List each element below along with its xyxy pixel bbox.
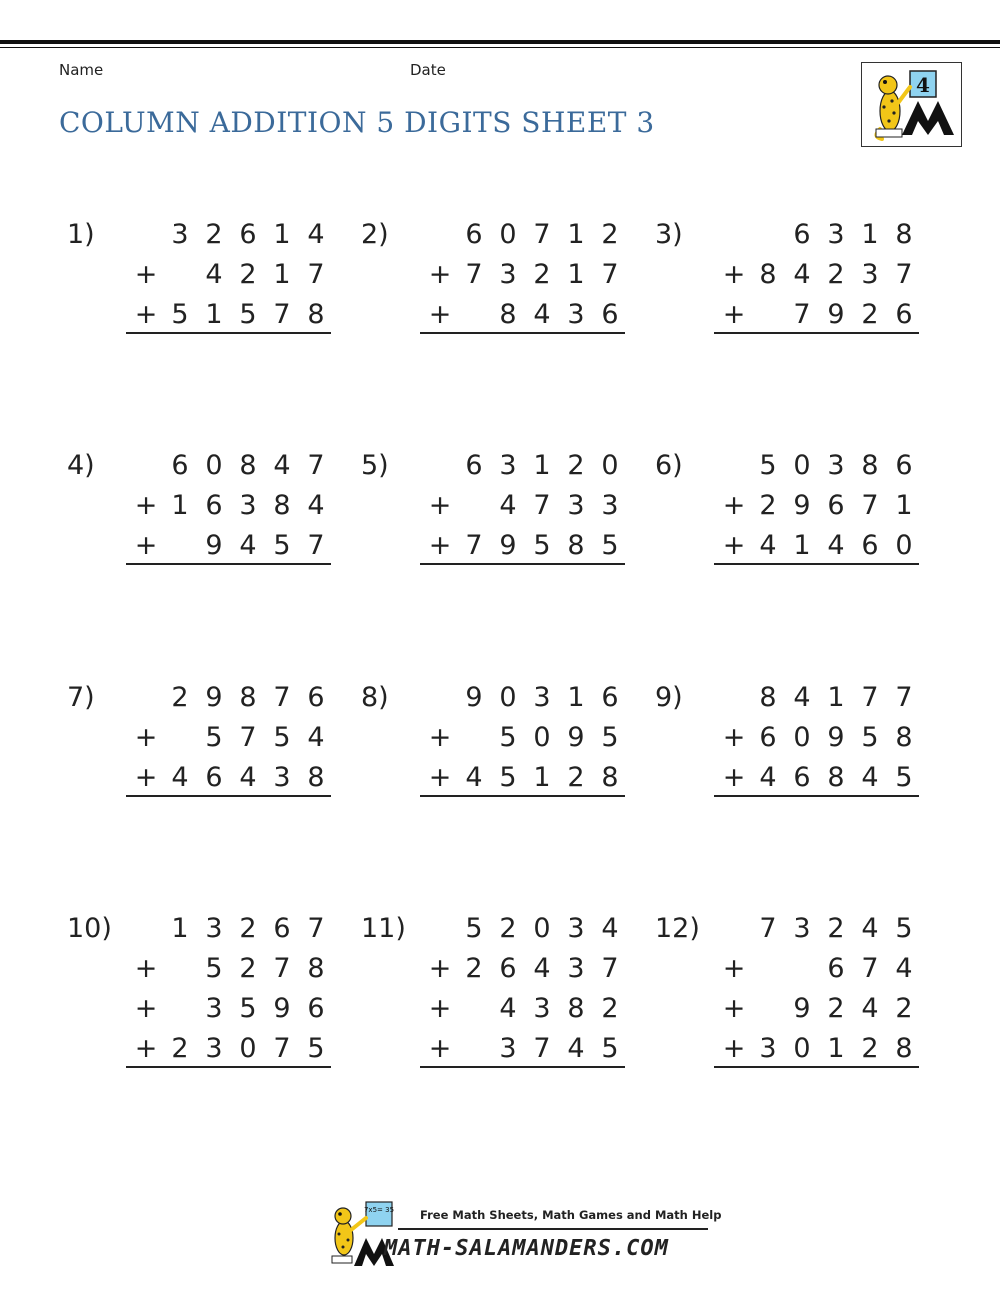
digit: 0 <box>205 450 223 481</box>
grade-logo <box>861 62 962 147</box>
digit: 5 <box>239 299 257 330</box>
digit: 7 <box>533 490 551 521</box>
footer-badge-text: 7x5= 35 <box>363 1206 395 1214</box>
problem-row <box>67 215 337 255</box>
digit: 5 <box>601 530 619 561</box>
operator: + <box>428 490 452 521</box>
answer-line <box>126 795 331 797</box>
digit: 7 <box>861 953 879 984</box>
digit: 6 <box>793 762 811 793</box>
problem-number: 7) <box>67 682 95 713</box>
digit: 5 <box>499 762 517 793</box>
digit: 5 <box>171 299 189 330</box>
digit: 8 <box>307 762 325 793</box>
digit: 9 <box>793 993 811 1024</box>
digit: 8 <box>827 762 845 793</box>
problem-row <box>361 215 631 255</box>
top-rule-thick <box>0 40 1000 44</box>
digit: 4 <box>307 219 325 250</box>
problem-row <box>655 949 925 989</box>
problem-row <box>655 446 925 486</box>
digit: 4 <box>499 490 517 521</box>
digit: 0 <box>793 1033 811 1064</box>
digit: 8 <box>239 682 257 713</box>
digit: 0 <box>499 682 517 713</box>
problem-row <box>361 486 631 526</box>
digit: 6 <box>307 993 325 1024</box>
digit: 4 <box>465 762 483 793</box>
problem-number: 11) <box>361 913 406 944</box>
digit: 2 <box>601 993 619 1024</box>
problem-row <box>67 758 337 798</box>
problem-row <box>361 678 631 718</box>
operator: + <box>134 722 158 753</box>
digit: 6 <box>895 299 913 330</box>
digit: 7 <box>307 913 325 944</box>
digit: 2 <box>239 953 257 984</box>
answer-line <box>420 563 625 565</box>
digit: 7 <box>273 299 291 330</box>
digit: 2 <box>499 913 517 944</box>
problem-number: 4) <box>67 450 95 481</box>
problem-row <box>67 678 337 718</box>
problem-row <box>67 1029 337 1069</box>
digit: 6 <box>171 450 189 481</box>
digit: 6 <box>499 953 517 984</box>
digit: 0 <box>239 1033 257 1064</box>
digit: 8 <box>307 299 325 330</box>
digit: 0 <box>895 530 913 561</box>
problem-row <box>67 446 337 486</box>
operator: + <box>428 993 452 1024</box>
digit: 4 <box>567 1033 585 1064</box>
digit: 7 <box>601 259 619 290</box>
digit: 9 <box>205 682 223 713</box>
digit: 3 <box>205 1033 223 1064</box>
digit: 1 <box>205 299 223 330</box>
digit: 7 <box>465 530 483 561</box>
operator: + <box>722 993 746 1024</box>
digit: 3 <box>861 259 879 290</box>
digit: 1 <box>861 219 879 250</box>
top-rule-thin <box>0 47 1000 48</box>
digit: 8 <box>273 490 291 521</box>
digit: 7 <box>861 682 879 713</box>
digit: 7 <box>307 530 325 561</box>
digit: 7 <box>533 1033 551 1064</box>
operator: + <box>428 299 452 330</box>
problem-number: 12) <box>655 913 700 944</box>
digit: 6 <box>205 762 223 793</box>
digit: 4 <box>205 259 223 290</box>
digit: 0 <box>601 450 619 481</box>
problem-row <box>361 758 631 798</box>
operator: + <box>134 490 158 521</box>
problem-row <box>361 718 631 758</box>
operator: + <box>134 530 158 561</box>
problem-row <box>67 989 337 1029</box>
digit: 1 <box>567 259 585 290</box>
digit: 8 <box>567 993 585 1024</box>
digit: 6 <box>793 219 811 250</box>
digit: 7 <box>307 259 325 290</box>
problem-row <box>655 989 925 1029</box>
digit: 3 <box>171 219 189 250</box>
digit: 2 <box>567 450 585 481</box>
digit: 2 <box>827 259 845 290</box>
digit: 1 <box>273 219 291 250</box>
problem-row <box>655 678 925 718</box>
digit: 3 <box>533 993 551 1024</box>
digit: 9 <box>205 530 223 561</box>
digit: 5 <box>601 1033 619 1064</box>
digit: 8 <box>895 1033 913 1064</box>
digit: 2 <box>827 993 845 1024</box>
operator: + <box>722 953 746 984</box>
problem-row <box>361 909 631 949</box>
digit: 4 <box>759 762 777 793</box>
problem-row <box>67 949 337 989</box>
digit: 4 <box>533 953 551 984</box>
digit: 1 <box>567 682 585 713</box>
digit: 3 <box>601 490 619 521</box>
digit: 4 <box>499 993 517 1024</box>
problem-row <box>361 989 631 1029</box>
problem-row <box>361 526 631 566</box>
digit: 3 <box>205 993 223 1024</box>
problem-row <box>655 909 925 949</box>
digit: 6 <box>307 682 325 713</box>
digit: 4 <box>273 450 291 481</box>
digit: 4 <box>239 762 257 793</box>
digit: 7 <box>465 259 483 290</box>
digit: 5 <box>465 913 483 944</box>
digit: 4 <box>759 530 777 561</box>
problem-row <box>361 255 631 295</box>
digit: 0 <box>499 219 517 250</box>
digit: 5 <box>499 722 517 753</box>
digit: 5 <box>759 450 777 481</box>
answer-line <box>420 1066 625 1068</box>
digit: 3 <box>567 490 585 521</box>
digit: 7 <box>895 682 913 713</box>
digit: 9 <box>273 993 291 1024</box>
digit: 8 <box>861 450 879 481</box>
digit: 6 <box>759 722 777 753</box>
digit: 2 <box>465 953 483 984</box>
digit: 4 <box>601 913 619 944</box>
digit: 4 <box>861 762 879 793</box>
digit: 9 <box>465 682 483 713</box>
digit: 4 <box>861 913 879 944</box>
digit: 3 <box>205 913 223 944</box>
digit: 0 <box>793 450 811 481</box>
digit: 3 <box>567 299 585 330</box>
problem-row <box>655 215 925 255</box>
digit: 4 <box>239 530 257 561</box>
answer-line <box>714 332 919 334</box>
digit: 2 <box>239 259 257 290</box>
digit: 3 <box>567 953 585 984</box>
operator: + <box>722 259 746 290</box>
digit: 6 <box>827 953 845 984</box>
problem-row <box>67 255 337 295</box>
digit: 7 <box>239 722 257 753</box>
problem-row <box>67 486 337 526</box>
digit: 7 <box>895 259 913 290</box>
digit: 1 <box>567 219 585 250</box>
digit: 5 <box>895 913 913 944</box>
answer-line <box>714 795 919 797</box>
digit: 8 <box>759 259 777 290</box>
digit: 1 <box>895 490 913 521</box>
digit: 1 <box>273 259 291 290</box>
digit: 5 <box>205 953 223 984</box>
digit: 3 <box>499 450 517 481</box>
footer-site-link[interactable]: MATH-SALAMANDERS.COM <box>384 1236 669 1261</box>
digit: 0 <box>793 722 811 753</box>
answer-line <box>420 332 625 334</box>
digit: 6 <box>895 450 913 481</box>
digit: 8 <box>239 450 257 481</box>
answer-line <box>714 563 919 565</box>
operator: + <box>428 722 452 753</box>
digit: 1 <box>827 682 845 713</box>
digit: 8 <box>895 219 913 250</box>
digit: 3 <box>759 1033 777 1064</box>
digit: 7 <box>861 490 879 521</box>
operator: + <box>722 530 746 561</box>
answer-line <box>126 332 331 334</box>
digit: 5 <box>601 722 619 753</box>
problem-row <box>655 718 925 758</box>
digit: 3 <box>499 259 517 290</box>
digit: 1 <box>827 1033 845 1064</box>
answer-line <box>714 1066 919 1068</box>
digit: 2 <box>239 913 257 944</box>
digit: 5 <box>895 762 913 793</box>
operator: + <box>722 722 746 753</box>
digit: 1 <box>533 450 551 481</box>
problem-number: 9) <box>655 682 683 713</box>
digit: 4 <box>307 490 325 521</box>
problem-row <box>67 526 337 566</box>
digit: 6 <box>205 490 223 521</box>
operator: + <box>134 953 158 984</box>
name-label: Name <box>59 61 104 79</box>
operator: + <box>722 299 746 330</box>
operator: + <box>428 762 452 793</box>
footer-tagline: Free Math Sheets, Math Games and Math Help <box>420 1208 722 1222</box>
digit: 4 <box>793 682 811 713</box>
answer-line <box>126 1066 331 1068</box>
problem-row <box>361 949 631 989</box>
problem-number: 2) <box>361 219 389 250</box>
operator: + <box>428 530 452 561</box>
date-label: Date <box>410 61 446 79</box>
digit: 2 <box>171 1033 189 1064</box>
digit: 5 <box>239 993 257 1024</box>
problem-number: 1) <box>67 219 95 250</box>
operator: + <box>722 762 746 793</box>
problem-number: 10) <box>67 913 112 944</box>
operator: + <box>134 299 158 330</box>
digit: 8 <box>567 530 585 561</box>
page-title: COLUMN ADDITION 5 DIGITS SHEET 3 <box>59 106 655 139</box>
digit: 6 <box>465 219 483 250</box>
digit: 5 <box>307 1033 325 1064</box>
digit: 2 <box>567 762 585 793</box>
digit: 1 <box>171 490 189 521</box>
problem-row <box>361 295 631 335</box>
digit: 3 <box>793 913 811 944</box>
digit: 1 <box>171 913 189 944</box>
digit: 8 <box>499 299 517 330</box>
digit: 3 <box>499 1033 517 1064</box>
digit: 9 <box>827 299 845 330</box>
problem-row <box>67 718 337 758</box>
digit: 6 <box>827 490 845 521</box>
digit: 3 <box>273 762 291 793</box>
problem-number: 3) <box>655 219 683 250</box>
digit: 6 <box>465 450 483 481</box>
answer-line <box>126 563 331 565</box>
digit: 7 <box>759 913 777 944</box>
digit: 5 <box>861 722 879 753</box>
problem-row <box>655 526 925 566</box>
grade-badge-number: 4 <box>916 73 930 97</box>
digit: 4 <box>307 722 325 753</box>
digit: 8 <box>307 953 325 984</box>
salamander-icon <box>862 63 961 146</box>
digit: 1 <box>793 530 811 561</box>
digit: 8 <box>601 762 619 793</box>
digit: 4 <box>861 993 879 1024</box>
problem-row <box>67 909 337 949</box>
problem-number: 8) <box>361 682 389 713</box>
operator: + <box>134 1033 158 1064</box>
problem-row <box>361 446 631 486</box>
digit: 0 <box>533 913 551 944</box>
digit: 2 <box>533 259 551 290</box>
digit: 4 <box>171 762 189 793</box>
digit: 8 <box>759 682 777 713</box>
digit: 5 <box>533 530 551 561</box>
digit: 7 <box>273 953 291 984</box>
digit: 0 <box>533 722 551 753</box>
operator: + <box>134 993 158 1024</box>
digit: 6 <box>601 682 619 713</box>
digit: 3 <box>827 450 845 481</box>
digit: 2 <box>171 682 189 713</box>
digit: 2 <box>601 219 619 250</box>
operator: + <box>428 953 452 984</box>
digit: 4 <box>827 530 845 561</box>
digit: 7 <box>273 1033 291 1064</box>
digit: 8 <box>895 722 913 753</box>
digit: 2 <box>827 913 845 944</box>
digit: 9 <box>567 722 585 753</box>
operator: + <box>428 259 452 290</box>
digit: 4 <box>533 299 551 330</box>
digit: 5 <box>273 530 291 561</box>
digit: 7 <box>307 450 325 481</box>
operator: + <box>134 259 158 290</box>
operator: + <box>722 1033 746 1064</box>
digit: 2 <box>861 299 879 330</box>
digit: 7 <box>533 219 551 250</box>
digit: 2 <box>759 490 777 521</box>
digit: 3 <box>533 682 551 713</box>
problem-number: 6) <box>655 450 683 481</box>
operator: + <box>134 762 158 793</box>
digit: 9 <box>499 530 517 561</box>
digit: 9 <box>827 722 845 753</box>
digit: 3 <box>567 913 585 944</box>
digit: 6 <box>601 299 619 330</box>
answer-line <box>420 795 625 797</box>
digit: 2 <box>205 219 223 250</box>
digit: 1 <box>533 762 551 793</box>
digit: 6 <box>239 219 257 250</box>
digit: 4 <box>793 259 811 290</box>
problem-row <box>655 295 925 335</box>
digit: 7 <box>273 682 291 713</box>
problem-row <box>67 295 337 335</box>
digit: 2 <box>861 1033 879 1064</box>
digit: 4 <box>895 953 913 984</box>
digit: 5 <box>205 722 223 753</box>
digit: 9 <box>793 490 811 521</box>
problem-row <box>655 255 925 295</box>
digit: 6 <box>273 913 291 944</box>
problem-row <box>655 1029 925 1069</box>
problem-row <box>361 1029 631 1069</box>
digit: 3 <box>827 219 845 250</box>
footer-divider <box>398 1228 708 1230</box>
digit: 2 <box>895 993 913 1024</box>
problem-number: 5) <box>361 450 389 481</box>
operator: + <box>428 1033 452 1064</box>
problem-row <box>655 486 925 526</box>
digit: 3 <box>239 490 257 521</box>
digit: 7 <box>601 953 619 984</box>
operator: + <box>722 490 746 521</box>
digit: 7 <box>793 299 811 330</box>
problem-row <box>655 758 925 798</box>
digit: 6 <box>861 530 879 561</box>
digit: 5 <box>273 722 291 753</box>
